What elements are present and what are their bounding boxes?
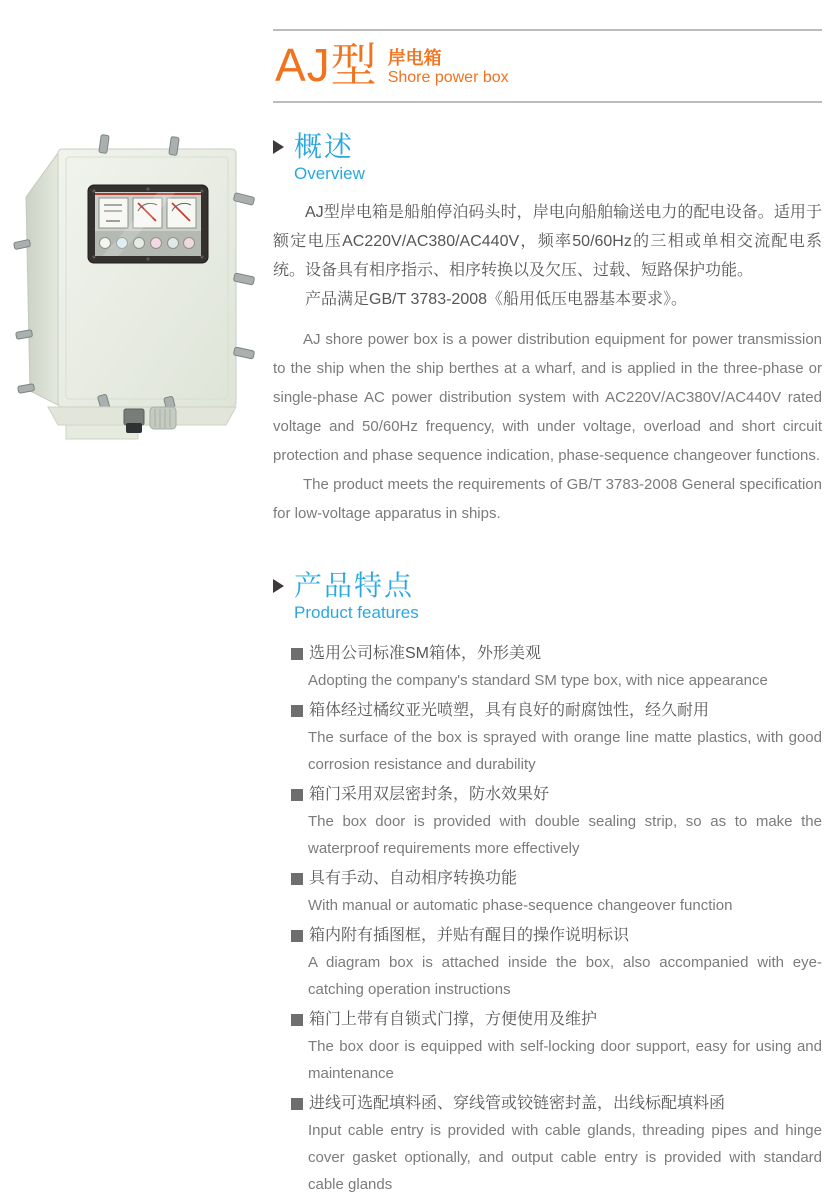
features-heading bbox=[273, 570, 822, 624]
product-name-en: Shore power box bbox=[387, 69, 509, 86]
feature-text-zh: 选用公司标准SM箱体，外形美观 bbox=[309, 645, 542, 662]
section-features bbox=[273, 570, 822, 1198]
overview-paragraphs-zh bbox=[273, 198, 822, 314]
overview-paragraph-zh: AJ型岸电箱是船舶停泊码头时，岸电向船舶输送电力的配电设备。适用于额定电压AC220V/AC380/AC440V，频率50/60Hz的三相或单相交流配电系统。设备具有相序指示、相序转换以及欠压、过载、短路保护功能。 bbox=[273, 204, 822, 279]
feature-bullet-icon bbox=[291, 930, 303, 942]
features-list bbox=[273, 640, 822, 1198]
product-name-zh: 岸电箱 bbox=[387, 48, 442, 68]
header-bottom-rule bbox=[273, 101, 822, 103]
feature-text-zh: 进线可选配填料函、穿线管或铰链密封盖，出线标配填料函 bbox=[309, 1095, 726, 1112]
feature-text-en: The box door is provided with double sealing strip, so as to make the waterproof requirements more effectively bbox=[308, 813, 822, 857]
feature-text-zh: 具有手动、自动相序转换功能 bbox=[309, 870, 518, 887]
feature-zh-row bbox=[291, 781, 822, 808]
overview-title-en: Overview bbox=[294, 164, 365, 183]
feature-text-en: A diagram box is attached inside the box, also accompanied with eye-catching operation instructions bbox=[308, 954, 822, 998]
feature-text-zh: 箱门采用双层密封条，防水效果好 bbox=[309, 786, 550, 803]
feature-bullet-icon bbox=[291, 789, 303, 801]
feature-item bbox=[273, 697, 822, 778]
overview-paragraph-zh: 产品满足GB/T 3783-2008《船用低压电器基本要求》。 bbox=[305, 291, 688, 308]
feature-item bbox=[273, 1090, 822, 1198]
feature-item bbox=[273, 1006, 822, 1087]
feature-item bbox=[273, 781, 822, 862]
section-arrow-icon bbox=[273, 579, 284, 593]
feature-text-en: Adopting the company's standard SM type box, with nice appearance bbox=[308, 672, 768, 689]
shore-power-box-illustration bbox=[8, 133, 260, 451]
feature-bullet-icon bbox=[291, 1098, 303, 1110]
feature-text-en: With manual or automatic phase-sequence changeover function bbox=[308, 897, 733, 914]
overview-paragraph-en: The product meets the requirements of GB/T 3783-2008 General specification for low-voltage apparatus in ships. bbox=[273, 476, 822, 522]
feature-text-en: The box door is equipped with self-locking door support, easy for using and maintenance bbox=[308, 1038, 822, 1082]
feature-bullet-icon bbox=[291, 648, 303, 660]
feature-zh-row bbox=[291, 865, 822, 892]
section-overview bbox=[273, 131, 822, 528]
feature-item bbox=[273, 640, 822, 694]
features-title-zh: 产品特点 bbox=[294, 570, 415, 601]
content-column bbox=[273, 0, 822, 1198]
feature-zh-row bbox=[291, 922, 822, 949]
feature-item bbox=[273, 865, 822, 919]
product-photo bbox=[8, 133, 260, 451]
features-heading-text bbox=[294, 570, 419, 624]
feature-bullet-icon bbox=[291, 705, 303, 717]
feature-zh-row bbox=[291, 1006, 822, 1033]
feature-bullet-icon bbox=[291, 1014, 303, 1026]
product-header bbox=[273, 31, 822, 101]
feature-item bbox=[273, 922, 822, 1003]
overview-paragraphs-en bbox=[273, 325, 822, 528]
feature-bullet-icon bbox=[291, 873, 303, 885]
feature-text-zh: 箱体经过橘纹亚光喷塑，具有良好的耐腐蚀性，经久耐用 bbox=[309, 702, 710, 719]
feature-zh-row bbox=[291, 1090, 822, 1117]
overview-title-zh: 概述 bbox=[294, 131, 355, 162]
feature-text-zh: 箱内附有插图框，并贴有醒目的操作说明标识 bbox=[309, 927, 630, 944]
feature-zh-row bbox=[291, 697, 822, 724]
overview-heading bbox=[273, 131, 822, 185]
features-title-en: Product features bbox=[294, 603, 419, 622]
feature-text-en: The surface of the box is sprayed with orange line matte plastics, with good corrosion resistance and durability bbox=[308, 729, 822, 773]
product-model: AJ型 bbox=[275, 39, 378, 91]
overview-heading-text bbox=[294, 131, 365, 185]
feature-zh-row bbox=[291, 640, 822, 667]
section-arrow-icon bbox=[273, 140, 284, 154]
feature-text-en: Input cable entry is provided with cable glands, threading pipes and hinge cover gasket optionally, and output cable entry is provided with standard cable glands bbox=[308, 1122, 822, 1193]
overview-paragraph-en: AJ shore power box is a power distribution equipment for power transmission to the ship when the ship berthes at a wharf, and is applied in the three-phase or single-phase AC power distribution system with AC220V/AC380V/AC440V rated voltage and 50/60Hz frequency, with under voltage, overload and short circuit protection and phase sequence indication, phase-sequence changeover functions. bbox=[273, 331, 822, 464]
feature-text-zh: 箱门上带有自锁式门撑，方便使用及维护 bbox=[309, 1011, 598, 1028]
product-names bbox=[388, 48, 509, 91]
